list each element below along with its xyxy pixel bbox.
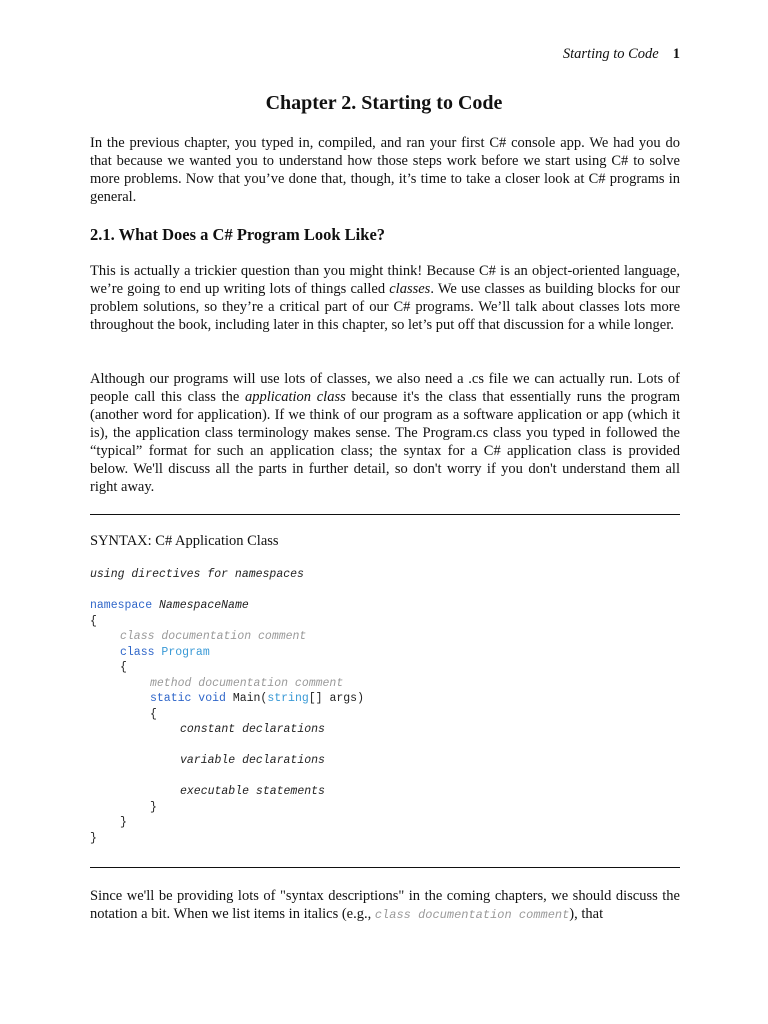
inline-code-example: class documentation comment	[374, 908, 570, 922]
application-class-paragraph	[90, 370, 680, 496]
paragraph-text: This is actually a trickier question than you might think! Because C# is an object-oriented language, we’re going to end up writing lots of things called	[90, 263, 680, 297]
emphasis-classes: classes	[389, 281, 431, 297]
code-main-name: Main(	[232, 692, 268, 705]
code-line-blank	[90, 583, 364, 599]
paragraph-text: . We use classes as building blocks for our problem solutions, so they’re a critical part of our C# programs. We’ll talk about classes lots more throughout the book, including later in this chapter, so let’s put off that discussion for a while longer.	[90, 281, 680, 333]
section-heading: 2.1. What Does a C# Program Look Like?	[90, 225, 386, 244]
code-class-name: Program	[161, 645, 210, 659]
code-line-close-brace: }	[150, 800, 157, 814]
paragraph-text: Although our programs will use lots of classes, we also need a .cs file we can actually run. Lots of people call this class the	[90, 371, 680, 405]
running-header-title: Starting to Code	[562, 46, 659, 62]
code-line-variable-declarations: variable declarations	[180, 754, 325, 767]
syntax-box-top-rule	[90, 514, 680, 515]
code-line-main	[90, 691, 364, 707]
code-namespace-name: NamespaceName	[159, 599, 249, 612]
paragraph-text: ), that	[569, 906, 604, 922]
code-line-using: using directives for namespaces	[90, 568, 304, 581]
syntax-label: SYNTAX: C# Application Class	[90, 533, 279, 549]
code-line-open-brace: {	[150, 707, 157, 721]
classes-paragraph	[90, 262, 680, 334]
notation-paragraph	[90, 887, 680, 924]
code-line-method-comment: method documentation comment	[150, 676, 344, 690]
code-line-open-brace: {	[120, 661, 127, 674]
code-main-args: [] args)	[308, 692, 364, 705]
paragraph-text: Since we'll be providing lots of "syntax descriptions" in the coming chapters, we should discuss the notation a bit. When we list items in italics (e.g.,	[90, 888, 680, 922]
page-number: 1	[672, 46, 680, 62]
code-line-constant-declarations: constant declarations	[180, 723, 325, 736]
code-line-namespace	[90, 598, 364, 614]
emphasis-application-class: application class	[244, 389, 346, 405]
code-keyword-namespace: namespace	[90, 599, 153, 612]
code-line-class	[90, 645, 364, 661]
code-keyword-static-void: static void	[150, 692, 226, 705]
code-line-close-brace: }	[90, 831, 97, 845]
code-line-blank	[90, 769, 364, 785]
code-line-executable-statements: executable statements	[180, 785, 325, 798]
code-line-class-comment: class documentation comment	[120, 630, 307, 643]
code-line-close-brace: }	[120, 816, 127, 829]
code-line-open-brace: {	[90, 614, 97, 628]
chapter-title: Chapter 2. Starting to Code	[265, 92, 503, 114]
intro-paragraph: In the previous chapter, you typed in, compiled, and ran your first C# console app. We had you do that because we wanted you to understand how those steps work before we start using C# to solve more problems. Now that you’ve done that, though, it’s time to take a closer look at C# programs in general.	[90, 135, 680, 205]
syntax-code-block	[90, 567, 364, 846]
code-keyword-string: string	[267, 692, 309, 705]
paragraph-text: because it's the class that essentially runs the program (another word for application). If we think of our program as a software application or app (which it is), the application class terminology makes sense. The Program.cs class you typed in followed the “typical” format for such an application class; the syntax for a C# application class is provided below. We'll discuss all the parts in further detail, so don't worry if you don't understand them all right away.	[90, 389, 680, 495]
syntax-box-bottom-rule	[90, 867, 680, 868]
code-keyword-class: class	[120, 645, 155, 659]
running-header	[563, 46, 680, 63]
code-line-blank	[90, 738, 364, 754]
